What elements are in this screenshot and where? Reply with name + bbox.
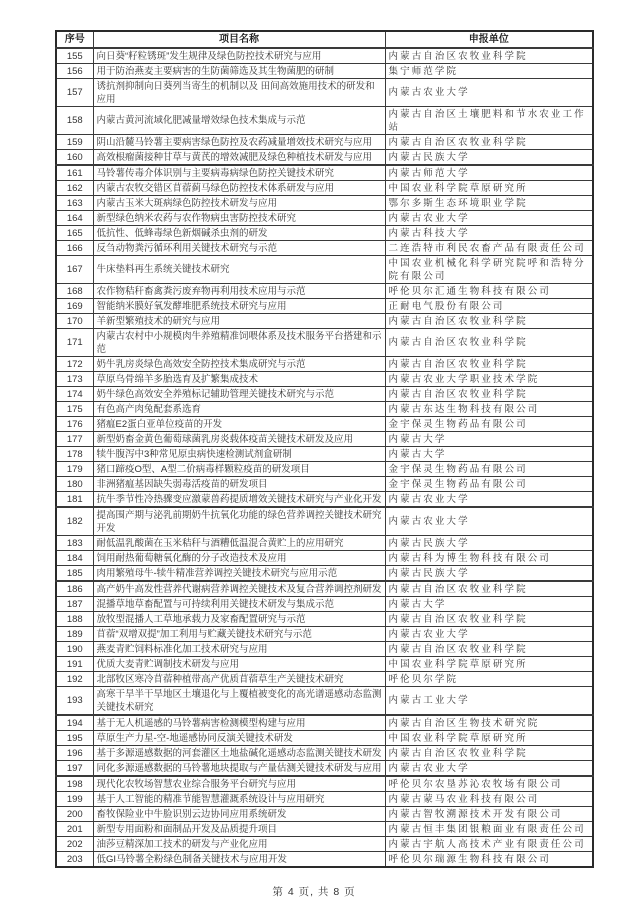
applicant-unit-cell: 内蒙古大学	[385, 447, 593, 462]
row-serial-number-cell: 164	[56, 211, 93, 226]
project-name-cell: 牛床垫料再生系统关键技术研究	[93, 256, 385, 284]
project-name-cell: 猪瘟E2蛋白亚单位疫苗的开发	[93, 417, 385, 432]
table-row	[56, 135, 593, 150]
table-row	[56, 731, 593, 746]
applicant-unit-cell: 内蒙古大学	[385, 432, 593, 447]
row-serial-number-cell: 190	[56, 642, 93, 657]
table-row	[56, 687, 593, 716]
applicant-unit-cell: 内蒙古师范大学	[385, 165, 593, 181]
row-serial-number-cell: 161	[56, 165, 93, 181]
applicant-unit-cell: 内蒙古农业大学职业技术学院	[385, 372, 593, 387]
table-row	[56, 761, 593, 777]
applicant-unit-cell: 内蒙古自治区农牧业科学院	[385, 612, 593, 627]
row-serial-number-cell: 177	[56, 432, 93, 447]
project-name-cell: 新型奶畜金黄色葡萄球菌乳房炎载体疫苗关键技术研发及应用	[93, 432, 385, 447]
row-serial-number-cell: 174	[56, 387, 93, 402]
applicant-unit-cell: 呼伦贝尔瑞源生物科技有限公司	[385, 852, 593, 868]
project-name-cell: 羊新型繁殖技术的研究与应用	[93, 314, 385, 329]
row-serial-number-cell: 167	[56, 256, 93, 284]
table-row	[56, 746, 593, 761]
table-row	[56, 417, 593, 432]
project-name-cell: 草原乌骨绵羊多胎选育及扩繁集成技术	[93, 372, 385, 387]
applicant-unit-cell: 内蒙古自治区农牧业科学院	[385, 329, 593, 357]
project-name-cell: 放牧型混播人工草地承载力及家畜配置研究与示范	[93, 612, 385, 627]
project-name-cell: 饲用耐热葡萄糖氧化酶的分子改造技术及应用	[93, 551, 385, 566]
applicant-unit-cell: 呼伦贝尔学院	[385, 672, 593, 687]
applicant-unit-cell: 金宇保灵生物药品有限公司	[385, 417, 593, 432]
table-row	[56, 657, 593, 672]
project-name-cell: 高寒干旱半干旱地区土壤退化与上覆植被变化的高光谱遥感动态监测关键技术研究	[93, 687, 385, 716]
table-row	[56, 48, 593, 64]
applicant-unit-cell: 内蒙古民族大学	[385, 536, 593, 551]
applicant-unit-cell: 金宇保灵生物药品有限公司	[385, 462, 593, 477]
project-name-cell: 内蒙古玉米大斑病绿色防控技术研发与应用	[93, 196, 385, 211]
table-row	[56, 329, 593, 357]
project-name-cell: 马铃薯传毒介体识别与主要病毒病绿色防控关键技术研究	[93, 165, 385, 181]
project-name-cell: 阴山沿麓马铃薯主要病害绿色防控及农药减量增效技术研究与应用	[93, 135, 385, 150]
row-serial-number-cell: 183	[56, 536, 93, 551]
row-serial-number-cell: 175	[56, 402, 93, 417]
applicant-unit-cell: 内蒙古自治区农牧业科学院	[385, 135, 593, 150]
table-row	[56, 256, 593, 284]
table-row	[56, 226, 593, 241]
table-row	[56, 715, 593, 731]
project-name-cell: 畜牧保险业中牛脸识别云边协同应用系统研发	[93, 807, 385, 822]
column-header-project-name: 项目名称	[93, 31, 385, 48]
project-name-cell: 基于人工智能的精准节能智慧灌溉系统设计与应用研究	[93, 792, 385, 807]
table-row	[56, 150, 593, 166]
row-serial-number-cell: 158	[56, 107, 93, 135]
applicant-unit-cell: 中国农业科学院草原研究所	[385, 657, 593, 672]
table-row	[56, 165, 593, 181]
project-name-cell: 高效根瘤菌接种甘草与黄芪的增效减肥及绿色种植技术研发与应用	[93, 150, 385, 166]
applicant-unit-cell: 内蒙古农业大学	[385, 627, 593, 642]
project-name-cell: 优质大麦青贮调制技术研发与应用	[93, 657, 385, 672]
column-header-applicant-unit: 申报单位	[385, 31, 593, 48]
table-row	[56, 387, 593, 402]
table-row	[56, 536, 593, 551]
project-name-cell: 草原生产力星-空-地遥感协同反演关键技术研发	[93, 731, 385, 746]
project-name-cell: 用于防治燕麦主要病害的生防菌筛选及其生物菌肥的研制	[93, 64, 385, 79]
project-name-cell: 非洲猪瘟基因缺失弱毒活疫苗的研发项目	[93, 477, 385, 492]
row-serial-number-cell: 157	[56, 79, 93, 107]
row-serial-number-cell: 159	[56, 135, 93, 150]
project-name-cell: 向日葵“籽粒锈斑”发生规律及绿色防控技术研究与应用	[93, 48, 385, 64]
table-row	[56, 807, 593, 822]
project-name-cell: 农作物秸秆畜禽粪污废弃物再利用技术应用与示范	[93, 284, 385, 299]
project-name-cell: 有色高产肉兔配套系选育	[93, 402, 385, 417]
row-serial-number-cell: 201	[56, 822, 93, 837]
applicant-unit-cell: 金宇保灵生物药品有限公司	[385, 477, 593, 492]
row-serial-number-cell: 169	[56, 299, 93, 314]
project-name-cell: 内蒙古农村中小规模肉牛养殖精准饲喂体系及技术服务平台搭建和示范	[93, 329, 385, 357]
table-row	[56, 79, 593, 107]
project-name-cell: 奶牛绿色高效安全养殖标记辅助管理关键技术研究与示范	[93, 387, 385, 402]
row-serial-number-cell: 180	[56, 477, 93, 492]
applicant-unit-cell: 内蒙古农业大学	[385, 761, 593, 777]
table-header	[56, 31, 593, 48]
table-row	[56, 642, 593, 657]
table-row	[56, 181, 593, 196]
row-serial-number-cell: 171	[56, 329, 93, 357]
applicant-unit-cell: 内蒙古自治区土壤肥料和节水农业工作站	[385, 107, 593, 135]
table-row	[56, 241, 593, 256]
table-row	[56, 627, 593, 642]
table-header-row	[56, 31, 593, 48]
table-row	[56, 447, 593, 462]
applicant-unit-cell: 内蒙古自治区农牧业科学院	[385, 387, 593, 402]
project-name-cell: 高产奶牛高发性营养代谢病营养调控关键技术及复合营养调控剂研发	[93, 581, 385, 597]
project-name-cell: 肉用繁殖母牛-犊牛精准营养调控关键技术研究与应用示范	[93, 566, 385, 582]
row-serial-number-cell: 178	[56, 447, 93, 462]
table-row	[56, 372, 593, 387]
project-name-cell: 低GI马铃薯全粉绿色制备关键技术与应用开发	[93, 852, 385, 868]
table-row	[56, 581, 593, 597]
applicant-unit-cell: 内蒙古大学	[385, 597, 593, 612]
row-serial-number-cell: 165	[56, 226, 93, 241]
row-serial-number-cell: 170	[56, 314, 93, 329]
applicant-unit-cell: 内蒙古农业大学	[385, 79, 593, 107]
table-row	[56, 314, 593, 329]
row-serial-number-cell: 179	[56, 462, 93, 477]
project-name-cell: 基于无人机遥感的马铃薯病害检测模型构建与应用	[93, 715, 385, 731]
applicant-unit-cell: 中国农业科学院草原研究所	[385, 731, 593, 746]
row-serial-number-cell: 172	[56, 357, 93, 372]
row-serial-number-cell: 200	[56, 807, 93, 822]
applicant-unit-cell: 内蒙古科技大学	[385, 226, 593, 241]
project-name-cell: 现代化农牧场智慧农业综合服务平台研究与应用	[93, 776, 385, 792]
applicant-unit-cell: 呼伦贝尔农垦苏沁农牧场有限公司	[385, 776, 593, 792]
row-serial-number-cell: 196	[56, 746, 93, 761]
applicant-unit-cell: 二连浩特市利民农畜产品有限责任公司	[385, 241, 593, 256]
row-serial-number-cell: 187	[56, 597, 93, 612]
project-name-cell: 低抗性、低蜂毒绿色新烟碱杀虫剂的研发	[93, 226, 385, 241]
table-row	[56, 299, 593, 314]
project-name-cell: 同化多源遥感数据的马铃薯地块提取与产量估测关键技术研发与应用	[93, 761, 385, 777]
applicant-unit-cell: 正耐电气股份有限公司	[385, 299, 593, 314]
project-name-cell: 新型专用面粉和面制品开发及品质提升项目	[93, 822, 385, 837]
row-serial-number-cell: 160	[56, 150, 93, 166]
project-name-cell: 北部牧区寒冷苜蓿种植带高产优质苜蓿草生产关键技术研究	[93, 672, 385, 687]
table-row	[56, 64, 593, 79]
table-row	[56, 852, 593, 868]
applicant-unit-cell: 内蒙古智牧溯源技术开发有限公司	[385, 807, 593, 822]
project-name-cell: 耐低温乳酸菌在玉米秸秆与酒糟低温混合黄贮上的应用研究	[93, 536, 385, 551]
applicant-unit-cell: 中国农业机械化科学研究院呼和浩特分院有限公司	[385, 256, 593, 284]
table-row	[56, 776, 593, 792]
applicant-unit-cell: 集宁师范学院	[385, 64, 593, 79]
table-row	[56, 284, 593, 299]
project-name-cell: 燕麦青贮饲料标准化加工技术研究与应用	[93, 642, 385, 657]
row-serial-number-cell: 188	[56, 612, 93, 627]
table-row	[56, 107, 593, 135]
applicant-unit-cell: 内蒙古自治区农牧业科学院	[385, 642, 593, 657]
row-serial-number-cell: 163	[56, 196, 93, 211]
row-serial-number-cell: 181	[56, 492, 93, 508]
project-name-cell: 犊牛腹泻中3种常见原虫病快速检测试剂盒研制	[93, 447, 385, 462]
row-serial-number-cell: 166	[56, 241, 93, 256]
row-serial-number-cell: 197	[56, 761, 93, 777]
row-serial-number-cell: 203	[56, 852, 93, 868]
project-name-cell: 油莎豆精深加工技术的研发与产业化应用	[93, 837, 385, 852]
document-page	[55, 30, 592, 868]
table-row	[56, 507, 593, 536]
row-serial-number-cell: 185	[56, 566, 93, 582]
row-serial-number-cell: 155	[56, 48, 93, 64]
project-name-cell: 智能纳米膜好氧发酵堆肥系统技术研究与应用	[93, 299, 385, 314]
project-name-cell: 反刍动物粪污循环利用关键技术研究与示范	[93, 241, 385, 256]
project-name-cell: 抗牛季节性冷热骤变应激蒙兽药提质增效关键技术研究与产业化开发	[93, 492, 385, 508]
row-serial-number-cell: 182	[56, 507, 93, 536]
applicant-unit-cell: 呼伦贝尔汇通生物科技有限公司	[385, 284, 593, 299]
row-serial-number-cell: 198	[56, 776, 93, 792]
table-row	[56, 551, 593, 566]
row-serial-number-cell: 199	[56, 792, 93, 807]
applicant-unit-cell: 内蒙古科为博生物科技有限公司	[385, 551, 593, 566]
row-serial-number-cell: 192	[56, 672, 93, 687]
applicant-unit-cell: 内蒙古农业大学	[385, 211, 593, 226]
row-serial-number-cell: 186	[56, 581, 93, 597]
applicant-unit-cell: 内蒙古自治区农牧业科学院	[385, 581, 593, 597]
table-row	[56, 432, 593, 447]
row-serial-number-cell: 162	[56, 181, 93, 196]
table-row	[56, 492, 593, 508]
applicant-unit-cell: 内蒙古民族大学	[385, 566, 593, 582]
table-row	[56, 612, 593, 627]
row-serial-number-cell: 195	[56, 731, 93, 746]
table-row	[56, 402, 593, 417]
applicant-unit-cell: 内蒙古自治区生物技术研究院	[385, 715, 593, 731]
project-name-cell: 混播草地草畜配置与可持续利用关键技术研发与集成示范	[93, 597, 385, 612]
row-serial-number-cell: 184	[56, 551, 93, 566]
row-serial-number-cell: 168	[56, 284, 93, 299]
project-name-cell: 提高围产期与泌乳前期奶牛抗氧化功能的绿色营养调控关键技术研究开发	[93, 507, 385, 536]
project-name-cell: 猪口蹄疫O型、A型二价病毒样颗粒疫苗的研发项目	[93, 462, 385, 477]
project-name-cell: 内蒙古黄河流域化肥减量增效绿色技术集成与示范	[93, 107, 385, 135]
table-row	[56, 792, 593, 807]
applicant-unit-cell: 内蒙古自治区农牧业科学院	[385, 48, 593, 64]
applicant-unit-cell: 内蒙古自治区农牧业科学院	[385, 746, 593, 761]
row-serial-number-cell: 176	[56, 417, 93, 432]
project-name-cell: 诱抗剂抑制向日葵列当寄生的机制以及 田间高效施用技术的研发和应用	[93, 79, 385, 107]
table-row	[56, 357, 593, 372]
table-row	[56, 837, 593, 852]
applicant-unit-cell: 内蒙古农业大学	[385, 492, 593, 508]
table-row	[56, 672, 593, 687]
project-name-cell: 内蒙古农牧交错区苜蓿蓟马绿色防控技术体系研发与应用	[93, 181, 385, 196]
project-name-cell: 新型绿色纳米农药与农作物病虫害防控技术研究	[93, 211, 385, 226]
applicant-unit-cell: 内蒙古自治区农牧业科学院	[385, 357, 593, 372]
table-row	[56, 597, 593, 612]
table-row	[56, 477, 593, 492]
applicant-unit-cell: 鄂尔多斯生态环境职业学院	[385, 196, 593, 211]
page-number-footer: 第 4 页, 共 8 页	[272, 886, 356, 898]
row-serial-number-cell: 194	[56, 715, 93, 731]
applicant-unit-cell: 内蒙古工业大学	[385, 687, 593, 716]
project-name-cell: 奶牛乳房炎绿色高效安全防控技术集成研究与示范	[93, 357, 385, 372]
table-row	[56, 566, 593, 582]
row-serial-number-cell: 191	[56, 657, 93, 672]
applicant-unit-cell: 内蒙古农业大学	[385, 507, 593, 536]
row-serial-number-cell: 173	[56, 372, 93, 387]
row-serial-number-cell: 193	[56, 687, 93, 716]
applicant-unit-cell: 内蒙古东达生物科技有限公司	[385, 402, 593, 417]
applicant-unit-cell: 内蒙古民族大学	[385, 150, 593, 166]
project-name-cell: 基于多源遥感数据的河套灌区土地盐碱化遥感动态监测关键技术研发	[93, 746, 385, 761]
column-header-serial-number: 序号	[56, 31, 93, 48]
projects-table	[55, 30, 594, 868]
project-name-cell: 苜蓿“双增双提”加工利用与贮藏关键技术研究与示范	[93, 627, 385, 642]
applicant-unit-cell: 内蒙古自治区农牧业科学院	[385, 314, 593, 329]
applicant-unit-cell: 内蒙古恒丰集团银粮面业有限责任公司	[385, 822, 593, 837]
applicant-unit-cell: 内蒙古蒙马农业科技有限公司	[385, 792, 593, 807]
row-serial-number-cell: 156	[56, 64, 93, 79]
table-body	[56, 48, 593, 867]
row-serial-number-cell: 189	[56, 627, 93, 642]
applicant-unit-cell: 内蒙古宇航人高技术产业有限责任公司	[385, 837, 593, 852]
row-serial-number-cell: 202	[56, 837, 93, 852]
table-row	[56, 462, 593, 477]
table-row	[56, 822, 593, 837]
applicant-unit-cell: 中国农业科学院草原研究所	[385, 181, 593, 196]
table-row	[56, 211, 593, 226]
table-row	[56, 196, 593, 211]
